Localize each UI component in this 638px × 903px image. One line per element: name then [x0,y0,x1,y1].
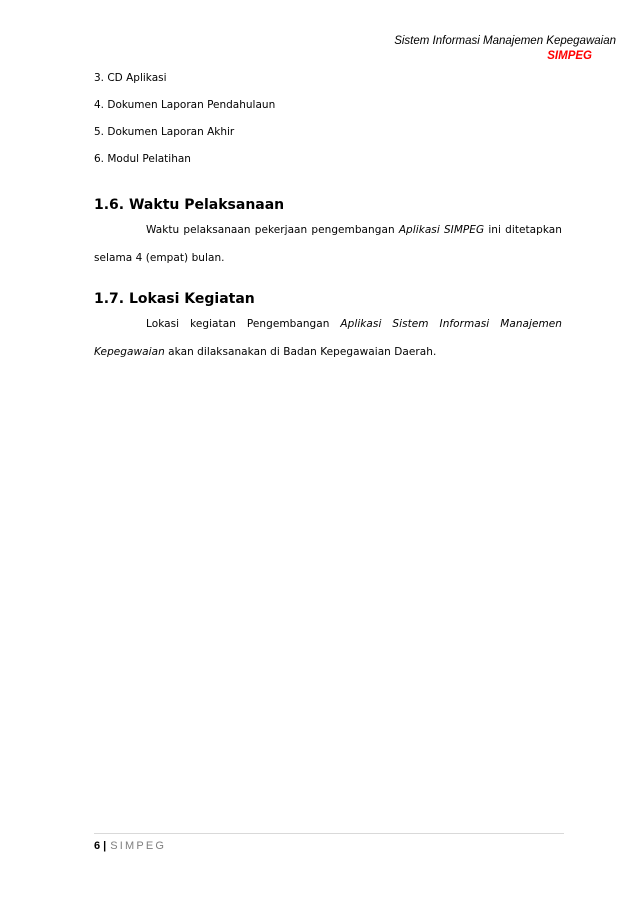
paragraph-waktu [94,216,562,272]
footer-separator: | [103,840,107,852]
emphasis-text: Aplikasi SIMPEG [398,224,485,236]
emphasis-text: Aplikasi Sistem Informasi Manajemen Kepegawaian [94,318,562,358]
page-number: 6 [94,840,101,852]
paragraph-text: Lokasi kegiatan Pengembangan [146,318,341,330]
page-header [394,34,616,64]
paragraph-text: ini ditetapkan selama 4 (empat) bulan. [94,224,562,264]
document-body [94,72,562,366]
list-item: 4. Dokumen Laporan Pendahulaun [94,99,276,111]
section-heading-lokasi: 1.7. Lokasi Kegiatan [94,291,255,307]
list-item: 5. Dokumen Laporan Akhir [94,126,235,138]
paragraph-text: Waktu pelaksanaan pekerjaan pengembangan [146,224,399,236]
list-item: 3. CD Aplikasi [94,72,167,84]
page-footer [94,839,166,853]
list-item: 6. Modul Pelatihan [94,153,191,165]
header-subtitle: SIMPEG [547,50,592,62]
header-title: Sistem Informasi Manajemen Kepegawaian [394,35,616,47]
footer-rule [94,833,564,834]
section-heading-waktu: 1.6. Waktu Pelaksanaan [94,197,285,213]
footer-text: SIMPEG [110,840,167,852]
paragraph-text: akan dilaksanakan di Badan Kepegawaian Daerah. [164,346,437,358]
paragraph-lokasi [94,310,562,366]
